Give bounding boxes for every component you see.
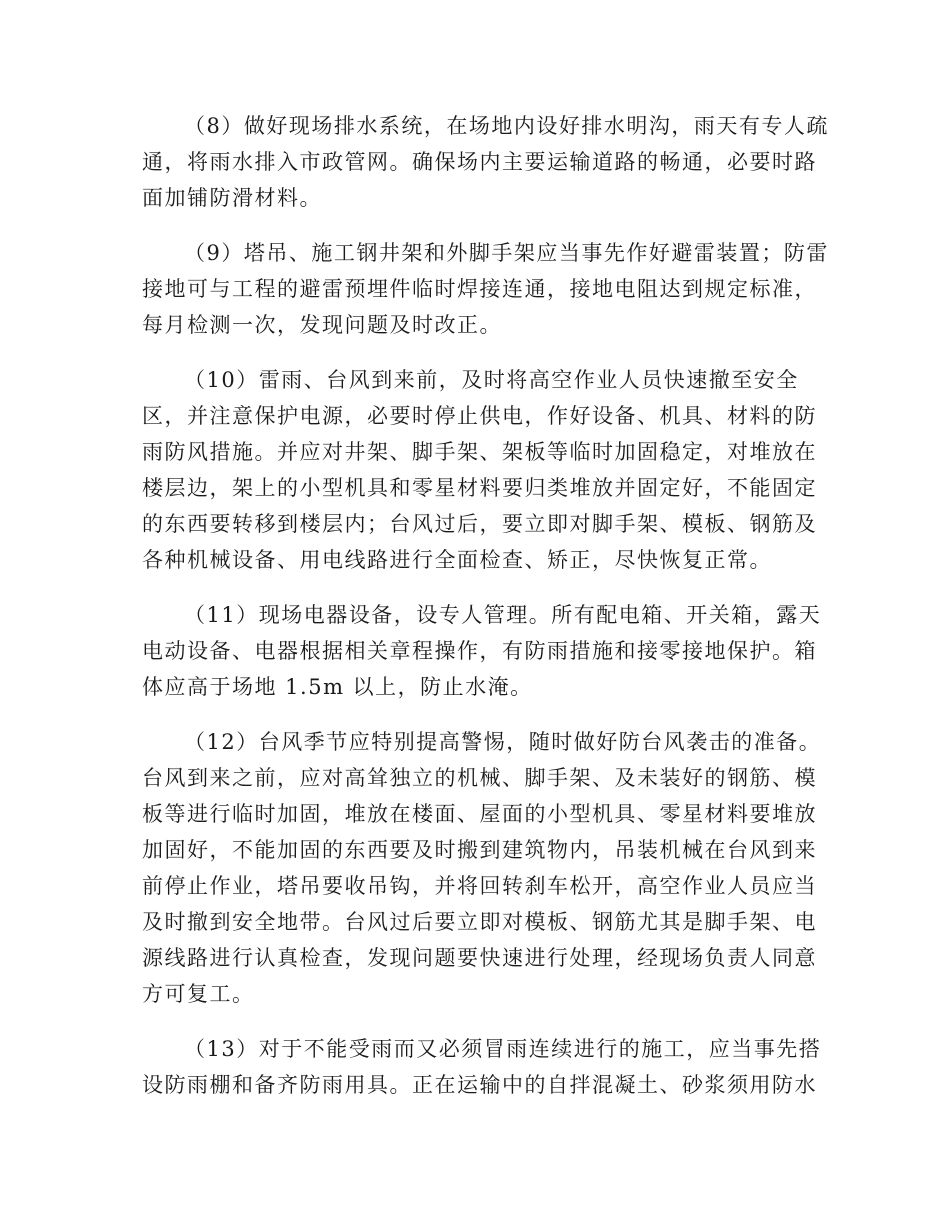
paragraph-10 [142,362,822,578]
text-line: 板等进行临时加固，堆放在楼面、屋面的小型机具、零星材料要堆放 [142,802,817,826]
text-line: 及时撤到安全地带。台风过后要立即对模板、钢筋尤其是脚手架、电 [142,910,817,934]
text-line: （10）雷雨、台风到来前，及时将高空作业人员快速撤至安全 [184,368,799,392]
text-line: 前停止作业，塔吊要收吊钩，并将回转刹车松开，高空作业人员应当 [142,874,817,898]
text-line: 面加铺防滑材料。 [142,186,322,210]
text-line: 体应高于场地 1.5m 以上，防止水淹。 [142,675,533,699]
paragraph-13 [142,1031,822,1103]
paragraph-8 [142,108,829,216]
text-line: （8）做好现场排水系统，在场地内设好排水明沟，雨天有专人疏 [184,114,829,138]
text-line: （12）台风季节应特别提高警惕，随时做好防台风袭击的准备。 [184,730,822,754]
text-line: 通，将雨水排入市政管网。确保场内主要运输道路的畅通，必要时路 [142,150,817,174]
text-line: 每月检测一次，发现问题及时改正。 [142,313,502,337]
text-line: （13）对于不能受雨而又必须冒雨连续进行的施工，应当事先搭 [184,1037,822,1061]
text-line: 接地可与工程的避雷预埋件临时焊接连通，接地电阻达到规定标准， [142,277,817,301]
text-line: 电动设备、电器根据相关章程操作，有防雨措施和接零接地保护。箱 [142,639,817,663]
text-line: 雨防风措施。并应对井架、脚手架、架板等临时加固稳定，对堆放在 [142,440,817,464]
text-line: 方可复工。 [142,982,255,1006]
text-line: 源线路进行认真检查，发现问题要快速进行处理，经现场负责人同意 [142,946,817,970]
paragraph-11 [142,597,822,705]
text-line: 区，并注意保护电源，必要时停止供电，作好设备、机具、材料的防 [142,404,817,428]
text-line: （11）现场电器设备，设专人管理。所有配电箱、开关箱，露天 [184,603,822,627]
text-line: 加固好，不能加固的东西要及时搬到建筑物内，吊装机械在台风到来 [142,838,817,862]
paragraph-9 [142,235,829,343]
text-line: 的东西要转移到楼层内；台风过后，要立即对脚手架、模板、钢筋及 [142,512,817,536]
text-line: 楼层边，架上的小型机具和零星材料要归类堆放并固定好，不能固定 [142,476,817,500]
document-body [142,108,829,1103]
text-line: （9）塔吊、施工钢井架和外脚手架应当事先作好避雷装置；防雷 [184,241,829,265]
text-line: 台风到来之前，应对高耸独立的机械、脚手架、及未装好的钢筋、模 [142,766,817,790]
text-line: 各种机械设备、用电线路进行全面检查、矫正，尽快恢复正常。 [142,548,772,572]
paragraph-12 [142,724,822,1012]
text-line: 设防雨棚和备齐防雨用具。正在运输中的自拌混凝土、砂浆须用防水 [142,1073,817,1097]
